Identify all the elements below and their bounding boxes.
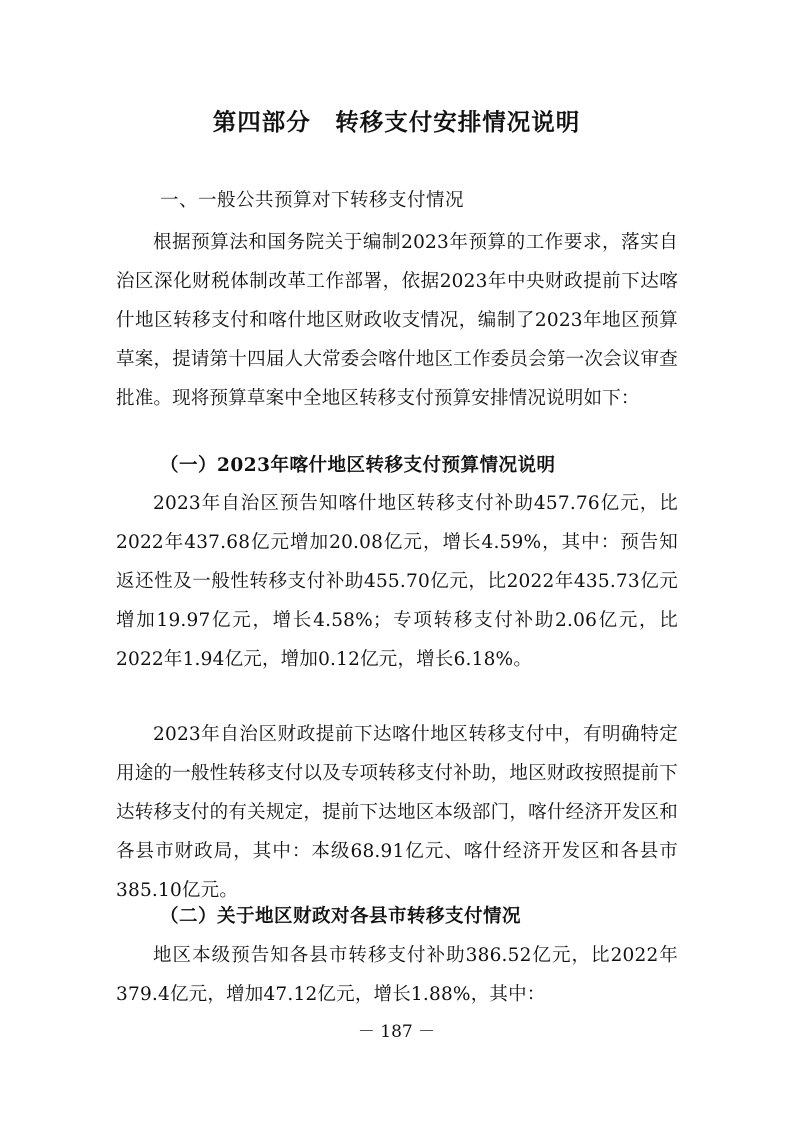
page-title: 第四部分 转移支付安排情况说明 [212, 108, 581, 136]
county-transfer-paragraph: 地区本级预告知各县市转移支付补助386.52亿元，比2022年379.4亿元，增加47.12亿元，增长1.88%，其中： [116, 945, 678, 1005]
advance-transfer-paragraph: 2023年自治区财政提前下达喀什地区转移支付中，有明确特定用途的一般性转移支付以及专项转移支付补助，地区财政按照提前下达转移支付的有关规定，提前下达地区本级部门，喀什经济开发区和各县市财政局，其中：本级68.91亿元、喀什经济开发区和各县市385.10亿元。 [116, 724, 678, 901]
subsection-heading-2: （二）关于地区财政对各县市转移支付情况 [160, 906, 522, 927]
intro-paragraph: 根据预算法和国务院关于编制2023年预算的工作要求，落实自治区深化财税体制改革工作部署，依据2023年中央财政提前下达喀什地区转移支付和喀什地区财政收支情况，编制了2023年地区预算草案，提请第十四届人大常委会喀什地区工作委员会第一次会议审查批准。现将预算草案中全地区转移支付预算安排情况说明如下： [116, 232, 678, 409]
page-number: － 187 － [357, 1022, 436, 1042]
section-heading-general-budget: 一、一般公共预算对下转移支付情况 [160, 190, 465, 211]
subsection-heading-1: （一）2023年喀什地区转移支付预算情况说明 [160, 455, 556, 476]
transfer-budget-paragraph: 2023年自治区预告知喀什地区转移支付补助457.76亿元，比2022年437.68亿元增加20.08亿元，增长4.59%，其中：预告知返还性及一般性转移支付补助455.70亿元，比2022年435.73亿元增加19.97亿元，增长4.58%；专项转移支付补助2.06亿元，比2022年1.94亿元，增加0.12亿元，增长6.18%。 [116, 493, 678, 670]
